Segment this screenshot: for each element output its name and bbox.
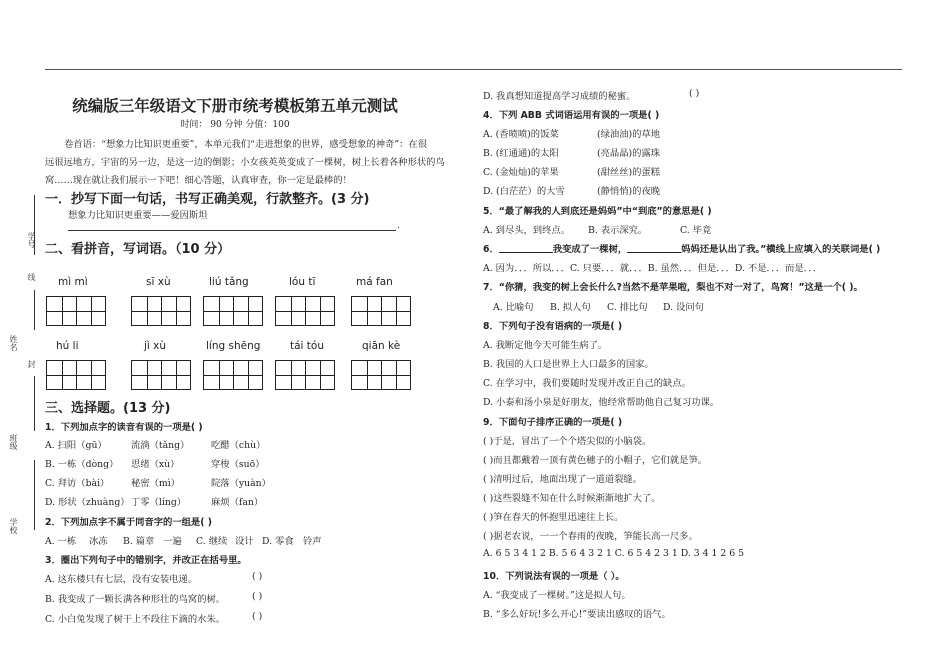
question-10-stem: 10．下列说法有误的一项是（ ）。 [483,571,625,582]
question-1-stem: 1．下列加点字的读音有误的一项是( ) [45,422,203,433]
page-title: 统编版三年级语文下册市统考模板第五单元测试 [72,97,398,115]
intro-line-2: 远很远地方，宇宙的另一边，是这一边的倒影；小女孩英英变成了一棵树，树上长着各种形状的鸟 [45,157,445,168]
q5-option[interactable]: A. 到尽头，到终点。 [483,225,570,236]
q10-option[interactable]: B. “多么好玩!多么开心!”要读出感叹的语气。 [483,609,671,620]
pinyin-label: líng shēng [206,340,261,352]
answer-paren[interactable]: ( ) [252,611,263,622]
writing-grid[interactable] [46,296,106,326]
q7-option[interactable]: D. 设问句 [663,302,704,313]
q2-option[interactable]: 铃声 [303,536,322,547]
question-9-stem: 9．下面句子排序正确的一项是( ) [483,417,623,428]
margin-line-char: 线 [27,273,36,281]
q4-option[interactable]: B. (红通通)的太阳 [483,148,559,159]
q9-item[interactable]: ( )而且都戴着一顶有黄色穗子的小帽子，它们就是笋。 [483,455,708,466]
q1-option[interactable]: C. 拜访（bài） [45,478,110,489]
q5-option[interactable]: B. 表示深究。 [588,225,648,236]
q9-item[interactable]: ( )于是，冒出了一个个塔尖似的小脑袋。 [483,436,652,447]
q4-option[interactable]: (亮晶晶)的露珠 [597,148,661,159]
writing-grid[interactable] [351,360,411,390]
q10-option[interactable]: A. “我变成了一棵树。”这是拟人句。 [483,590,631,601]
q6-stem-number: 6． [483,244,499,255]
question-6-stem [483,241,880,255]
q3-item: B. 我变成了一颗长满各种形壮的鸟窝的树。 [45,594,226,605]
intro-line-3: 窝……现在就让我们展示一下吧！细心答题，认真审查，你一定是最棒的！ [45,175,352,186]
q7-option[interactable]: C. 排比句 [607,302,648,313]
pinyin-label: mì mì [58,276,88,288]
q4-option[interactable]: (绿油油)的草地 [597,129,661,140]
q4-option[interactable]: D. (白茫茫）的大雪 [483,186,565,197]
pinyin-label: hú li [56,340,79,352]
margin-rule [34,376,35,431]
copy-writing-line[interactable] [68,230,396,231]
q1-option[interactable]: D. 形状（zhuàng） [45,497,130,508]
q8-option[interactable]: C. 在学习中，我们要随时发现并改正自己的缺点。 [483,378,691,389]
margin-seal-char: 封 [27,360,36,368]
writing-grid[interactable] [275,296,335,326]
q7-option[interactable]: A. 比喻句 [493,302,534,313]
answer-paren[interactable]: ( ) [252,591,263,602]
writing-grid[interactable] [131,360,191,390]
margin-student-id-label: 学号 [27,232,36,248]
q6-stem-end: 妈妈还是认出了我。”横线上应填入的关联词是( ) [681,244,881,255]
q3-item: C. 小白兔发现了树干上不段往下滴的水朱。 [45,614,226,625]
q8-option[interactable]: B. 我国的人口是世界上人口最多的国家。 [483,359,654,370]
writing-grid[interactable] [203,360,263,390]
q9-item[interactable]: ( )笋在春天的怀抱里迅速往上长。 [483,512,624,523]
q4-option[interactable]: (甜丝丝)的蛋糕 [597,167,661,178]
question-3-stem: 3．圈出下列句子中的错别字，并改正在括号里。 [45,555,247,566]
q6-blank-2[interactable] [627,242,681,253]
pinyin-label: tái tóu [290,340,325,352]
q8-option[interactable]: D. 小泰和汤小泉是好朋友，他经常帮助他自己复习功课。 [483,397,720,408]
q1-option[interactable]: B. 一栋（dòng） [45,459,119,470]
copy-sentence: 想象力比知识更重要——爱因斯坦 [68,210,208,221]
q2-option[interactable]: A. 一栋 [45,536,77,547]
copy-line-end-mark: . [397,220,400,231]
q2-option[interactable]: 冰冻 [89,536,108,547]
pinyin-label: má fan [356,276,393,288]
q2-option[interactable]: 一遍 [163,536,182,547]
margin-rule [34,460,35,530]
q9-item[interactable]: ( )据老农说，一一个春雨的夜晚，笋能长高一尺多。 [483,531,698,542]
q1-option[interactable]: 流淌（tǎng） [131,440,190,451]
q8-option[interactable]: A. 我断定他今天可能生病了。 [483,340,608,351]
pinyin-label: liú tǎng [209,276,249,288]
question-8-stem: 8．下列句子没有语病的一项是( ) [483,321,623,332]
q3-item: A. 这东楼只有七层，没有安装电递。 [45,574,198,585]
q7-option[interactable]: B. 拟人句 [550,302,591,313]
q1-option[interactable]: 丁零（líng） [131,497,187,508]
margin-class-label: 班级 [9,434,18,450]
q6-stem-middle: 我变成了一棵树， [552,244,628,255]
q2-option[interactable]: C. 继续 [196,536,228,547]
q2-option[interactable]: 设计 [235,536,254,547]
q9-options[interactable]: A. 6 5 3 4 1 2 B. 5 6 4 3 2 1 C. 6 5 4 2 3 1 D. 3 4 1 2 6 5 [483,548,745,559]
top-rule [45,69,902,70]
writing-grid[interactable] [203,296,263,326]
margin-name-label: 姓名 [9,335,18,351]
q3-item: D. 我真想知道提高学习成绩的秘蜜。 [483,91,636,102]
writing-grid[interactable] [131,296,191,326]
q4-option[interactable]: A. (香喷喷)的饭菜 [483,129,559,140]
q4-option[interactable]: (静悄悄)的夜晚 [597,186,661,197]
answer-paren[interactable]: ( ) [689,88,700,99]
writing-grid[interactable] [46,360,106,390]
q2-option[interactable]: D. 零食 [262,536,294,547]
writing-grid[interactable] [351,296,411,326]
section-2-heading: 二、看拼音，写词语。（10 分） [45,242,231,257]
question-4-stem: 4．下列 ABB 式词语运用有误的一项是( ) [483,110,660,121]
pinyin-label: jì xù [144,340,167,352]
section-3-heading: 三、选择题。(13 分) [45,401,171,416]
q1-option[interactable]: 穿梭（suō） [211,459,265,470]
intro-line-1: 卷首语：“想象力比知识更重要”，本单元我们“走进想象的世界，感受想象的神奇”：在很 [64,139,427,150]
q1-option[interactable]: 思绪（xù） [131,459,180,470]
exam-meta: 时间： 90 分钟 分值：100 [180,120,290,130]
pinyin-label: lóu tī [289,276,316,288]
q9-item[interactable]: ( )这些裂缝不知在什么时候渐渐地扩大了。 [483,493,661,504]
q6-blank-1[interactable] [499,242,553,253]
q2-option[interactable]: B. 篇章 [123,536,155,547]
pinyin-label: qiān kè [362,340,401,352]
margin-school-label: 学校 [9,518,18,534]
q1-option[interactable]: 院落（yuàn） [211,478,271,489]
question-2-stem: 2．下列加点字不属于同音字的一组是( ) [45,517,212,528]
question-7-stem: 7．“你猜，我变的树上会长什么?当然不是苹果啦，梨也不对一对了，鸟窝！”这是一个( )。 [483,282,863,293]
section-1-heading: 一．抄写下面一句话，书写正确美观，行款整齐。(3 分) [45,192,370,207]
q9-item[interactable]: ( )清明过后，地面出现了一道道裂缝。 [483,474,642,485]
q1-option[interactable]: A. 扫阳（gū） [45,440,107,451]
q1-option[interactable]: 吃醋（chù） [211,440,266,451]
margin-rule [34,290,35,330]
q1-option[interactable]: 麻烦（fan） [211,497,264,508]
pinyin-label: sī xù [146,276,171,288]
q4-option[interactable]: C. (金灿灿)的苹果 [483,167,559,178]
q6-options[interactable]: A. 因为．．．所以．．．C. 只要．．．就．．．B. 虽然．．．但是．．．D. 不是．．．而是．．． [483,263,823,274]
answer-paren[interactable]: ( ) [252,571,263,582]
q5-option[interactable]: C. 毕竟 [680,225,712,236]
question-5-stem: 5．“最了解我的人到底还是妈妈”中“到底”的意思是( ) [483,206,712,217]
q1-option[interactable]: 秘密（mì） [131,478,180,489]
writing-grid[interactable] [275,360,335,390]
